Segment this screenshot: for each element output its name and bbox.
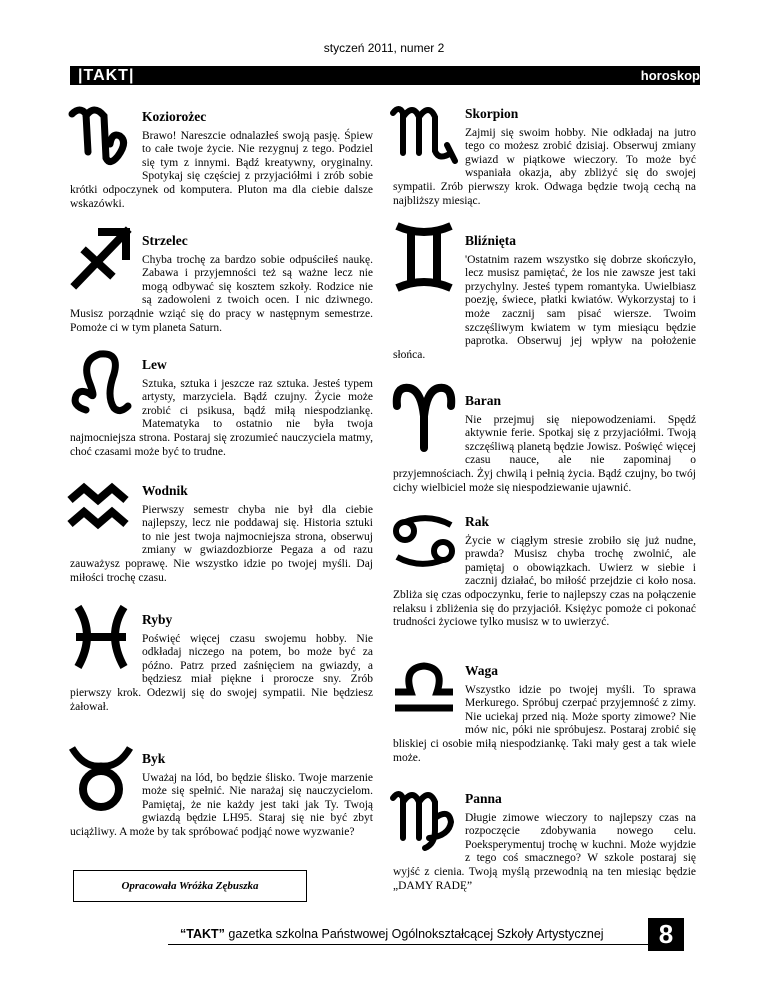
libra-icon <box>389 646 459 726</box>
footer-description: gazetka szkolna Państwowej Ogólnokształcącej Szkoły Artystycznej <box>224 927 604 941</box>
sign-name: Koziorożec <box>142 109 207 124</box>
sign-text: Życie w ciągłym stresie zrobiło się już nudne, prawda? Musisz chyba trochę zwolnić, ale pamiętaj o obowiązkach. Uwierz w siebie i zacznij działać, bo miłość przejdzie ci koło nosa. Zbliża się czas odpoczynku, ferie to najlepszy czas na połączenie relaksu i zbliżenia się do przyjaciół. Księżyc pomoże ci pokonać trudności życiowe tylko musisz w to uwierzyć. <box>393 534 696 629</box>
pisces-icon <box>66 595 136 675</box>
sign-text: Długie zimowe wieczory to najlepszy czas na rozpoczęcie zdobywania nowego celu. Poeksperymentuj trochę w kuchni. Może wyjdzie z tego coś smacznego? W szkole postaraj się wyjść z cienia. Twoją myślą przewodnią na ten miesiąc będzie „DAMY RADĘ” <box>393 811 696 892</box>
sign-leo <box>70 358 373 459</box>
taurus-icon <box>66 734 136 814</box>
page-number: 8 <box>648 918 684 951</box>
sign-name: Byk <box>142 751 166 766</box>
sign-name: Ryby <box>142 612 173 627</box>
sign-virgo <box>393 792 696 893</box>
sign-capricorn <box>70 110 373 211</box>
sign-libra <box>393 664 696 765</box>
sign-text: Pierwszy semestr chyba nie był dla ciebie najlepszy, lecz nie poddawaj się. Historia sztuki to nie jest twoja najmocniejsza strona, obserwuj zmiany w gwiazdozbiorze Pegaza a od razu zauważysz poprawę. Nie wszystko idzie po twojej myśli. Daj miłości trochę czasu. <box>70 503 373 584</box>
sign-name: Baran <box>465 393 502 408</box>
sign-name: Wodnik <box>142 483 188 498</box>
issue-date: styczeń 2011, numer 2 <box>323 41 445 55</box>
footer-text <box>180 927 604 941</box>
sign-cancer <box>393 515 696 630</box>
sign-name: Rak <box>465 514 490 529</box>
sign-name: Bliźnięta <box>465 233 516 248</box>
sign-name: Skorpion <box>465 106 519 121</box>
sign-text: Uważaj na lód, bo będzie ślisko. Twoje marzenie może się spełnić. Nie narażaj się nauczycielom. Pamiętaj, że nie każdy jest taki jak Ty. Twoją gwiazdą będzie LH95. Staraj się nie być zbyt uciążliwy. A może by tak spróbować podjąć nowe wyzwanie? <box>70 771 373 838</box>
sign-text: Sztuka, sztuka i jeszcze raz sztuka. Jesteś typem artysty, marzyciela. Bądź czujny. Życie może zrobić ci psikusa, bądź miłą niespodziankę. Matematyka to ostatnio nie była twoja najmocniejsza strona. Postaraj się zrozumieć nauczyciela matmy, choć czasami może być to trudne. <box>70 377 373 458</box>
sign-name: Lew <box>142 357 167 372</box>
sign-text: Poświęć więcej czasu swojemu hobby. Nie odkładaj niczego na potem, bo może być za późno. Patrz przed zaśnięciem na gwiazdy, a będziesz miał piękne i prorocze sny. Zrób pierwszy krok. Odezwij się do swojej sympatii. Nie będziesz żałował. <box>70 632 373 713</box>
takt-logo: |TAKT| <box>78 67 135 84</box>
sign-aries <box>393 394 696 495</box>
sign-name: Panna <box>465 791 502 806</box>
sign-text: Zajmij się swoim hobby. Nie odkładaj na jutro tego co możesz zrobić dzisiaj. Obserwuj zmiany gwiazd w piątkowe wieczory. To może być wspaniała okazja, aby zbliżyć się do swojej sympatii. Zrób pierwszy krok. Odwaga będzie twoją cechą na najbliższy miesiąc. <box>393 126 696 207</box>
gemini-icon <box>389 216 459 336</box>
cancer-icon <box>389 497 459 577</box>
section-label: horoskop <box>640 68 700 83</box>
footer-brand: “TAKT” <box>180 927 225 941</box>
sign-name: Waga <box>465 663 499 678</box>
sign-gemini <box>393 234 696 362</box>
sign-aquarius <box>70 484 373 585</box>
sagittarius-icon <box>66 216 136 296</box>
aquarius-icon <box>66 466 136 546</box>
sign-text: Chyba trochę za bardzo sobie odpuściłeś naukę. Zabawa i przyjemności też są ważne lecz nie mogą odbywać się kosztem szkoły. Rodzice nie są zadowoleni z twoich ocen. I nic dziwnego. Musisz porządnie wziąć się do pracy w następnym semestrze. Pomoże ci w tym planeta Saturn. <box>70 253 373 334</box>
sign-scorpio <box>393 107 696 208</box>
sign-taurus <box>70 752 373 840</box>
sign-text: 'Ostatnim razem wszystko się dobrze skończyło, lecz musisz pamiętać, że los nie zawsze jest taki przychylny. Jesteś typem romantyka. Uwielbiasz poezję, świece, płatki kwiatów. Wykorzystaj to i może zacznij sam pisać wiersze. Twoim szczęśliwym kwiatem w tym miesiącu będzie paprotka. Obserwuj jej wpływ na położenie słońca. <box>393 253 696 361</box>
scorpio-icon <box>389 89 459 169</box>
virgo-icon <box>389 774 459 854</box>
header-bar <box>70 66 700 85</box>
footer-rule <box>168 944 648 945</box>
sign-sagittarius <box>70 234 373 335</box>
leo-icon <box>66 340 136 420</box>
sign-text: Wszystko idzie po twojej myśli. To sprawa Merkurego. Spróbuj czerpać przyjemność z zimy. Nie uciekaj przed nią. Może sporty zimowe? Nie mów nic, póki nie spróbujesz. Postaraj zrobić się bliskiej ci osobie miłą niespodziankę. Taki mały gest a tak wiele może. <box>393 683 696 764</box>
sign-pisces <box>70 613 373 714</box>
author-credit: Opracowała Wróżka Zębuszka <box>73 870 307 902</box>
sign-text: Brawo! Nareszcie odnalazłeś swoją pasję. Śpiew to całe twoje życie. Nie rezygnuj z tego. Podziel się tym z innymi. Bądź kreatywny, oryginalny. Spotykaj się częściej z przyjaciółmi i zrób sobie krótki odpoczynek od komputera. Pluton ma dla ciebie dalsze wskazówki. <box>70 129 373 210</box>
capricorn-icon <box>66 92 136 172</box>
aries-icon <box>389 376 459 456</box>
sign-name: Strzelec <box>142 233 188 248</box>
sign-text: Nie przejmuj się niepowodzeniami. Spędź aktywnie ferie. Spotkaj się z przyjaciółmi. Twoją szczęśliwą planetą będzie Jowisz. Poświęć więcej czasu nauce, ale nie zapominaj o przyjemnościach. Żyj chwilą i pełnią życia. Bądź czujny, bo twój cichy wielbiciel może się niespodziewanie ujawnić. <box>393 413 696 494</box>
